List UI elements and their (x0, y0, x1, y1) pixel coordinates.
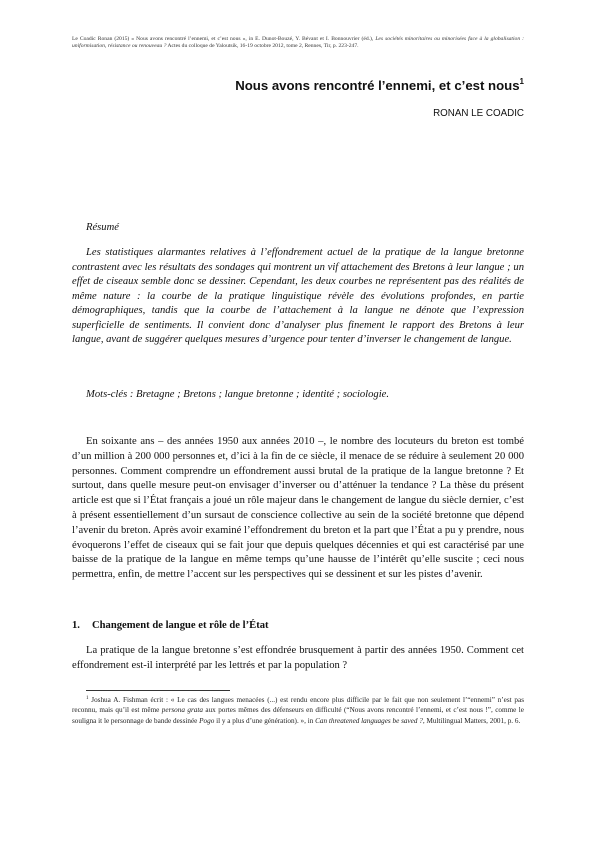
author-name: RONAN LE COADIC (433, 108, 524, 119)
footnote-divider (86, 690, 230, 691)
citation-header (72, 36, 524, 51)
article-title-text: Nous avons rencontré l’ennemi, et c’est nous (235, 78, 520, 93)
footnote-text-part4: , Multilingual Matters, 2001, p. 6. (422, 716, 521, 725)
intro-paragraph: En soixante ans – des années 1950 aux années 2010 –, le nombre des locuteurs du breton est tombé d’un million à 200 000 personnes et, d’ici à la fin de ce siècle, il menace de se réduire à seulement 20 000 personnes. Comment comprendre un effondrement aussi brutal de la pratique de la langue bretonne ? Et surtout, dans quelle mesure peut-on envisager d’inverser ou d’atténuer la tendance ? La thèse du présent article est que si l’État français a joué un rôle majeur dans le changement de langue du siècle dernier, c’est à présent essentiellement d’un sursaut de conscience collective au sein de la société bretonne que dépend l’avenir du breton. Après avoir examiné l’effondrement du breton et la part que l’État a pu y prendre, nous évoquerons l’effet de ciseaux qui se fait jour que depuis quelques décennies et qui est caractérisé par une baisse de la pratique de la langue en même temps qu’une hausse de l’intérêt qu’elle suscite ; ceci nous permettra, enfin, de mettre l’accent sur les perspectives qui se dessinent et sur les pistes d’avenir. (72, 436, 524, 581)
footnote-italic-book-title: Can threatened languages be saved ? (315, 716, 423, 725)
section-paragraph: La pratique de la langue bretonne s’est effondrée brusquement à partir des années 1950. Comment cet effondrement est-il interprété par les lettrés et par la population ? (72, 645, 524, 671)
footnote-text-part3: il y a plus d’une génération). », in (214, 716, 316, 725)
footnote-marker: 1 (86, 696, 89, 701)
section-number: 1. (72, 620, 80, 631)
footnote-italic-persona-grata: persona grata (161, 706, 203, 715)
section-title: Changement de langue et rôle de l’État (92, 620, 269, 631)
footnote (72, 695, 524, 726)
title-footnote-ref[interactable]: 1 (519, 77, 524, 86)
footnote-italic-pogo: Pogo (199, 716, 215, 725)
footnote-text-part1: Joshua A. Fishman écrit : « Le cas des langues menacées (...) est rendu encore plus difficile par le fait que non seulement l’“ennemi” n’est pas reconnu, mais qu’il est même (72, 696, 524, 715)
citation-text-part1: Le Coadic Ronan (2015) « Nous avons rencontré l’ennemi, et c’est nous », in E. Dunot-Bouzé, Y. Bévant et I. Bonnouvrier (éd.), (72, 36, 376, 42)
citation-text-part2: Actes du colloque de Yaloutsik, 16-19 octobre 2012, tome 2, Rennes, Tir, p. 223-247. (166, 43, 359, 50)
section-heading (72, 620, 269, 631)
abstract-text: Les statistiques alarmantes relatives à l’effondrement actuel de la pratique de la langue bretonne contrastent avec les résultats des sondages qui montrent un vif attachement des Bretons à leur langue ; un effet de ciseaux semble donc se dessiner. Cependant, les deux courbes ne représentent pas des réalités de même nature : la courbe de la pratique linguistique révèle des évolutions profondes, en partie démographiques, tandis que la courbe de l’attachement à la langue ne dénote que l’expression superficielle de sentiments. Il convient donc d’analyser plus finement le rapport des Bretons à leur langue, avant de suggérer quelques mesures d’urgence pour tenter d’inverser le changement de langue. (72, 247, 524, 345)
keywords: Mots-clés : Bretagne ; Bretons ; langue bretonne ; identité ; sociologie. (86, 389, 390, 400)
footnote-text-part2: aux portes mêmes des défenseurs en difficulté (“Nous avons rencontré l’ennemi, et c’est nous !”, comme le souligna it le personnage de bande dessinée (72, 706, 524, 725)
abstract-label: Résumé (86, 222, 119, 233)
citation-book-title: Les sociétés minoritaires ou minorisées face à la globalisation : uniformisation, résistance ou renouveau ? (72, 36, 525, 50)
article-title (235, 78, 524, 93)
